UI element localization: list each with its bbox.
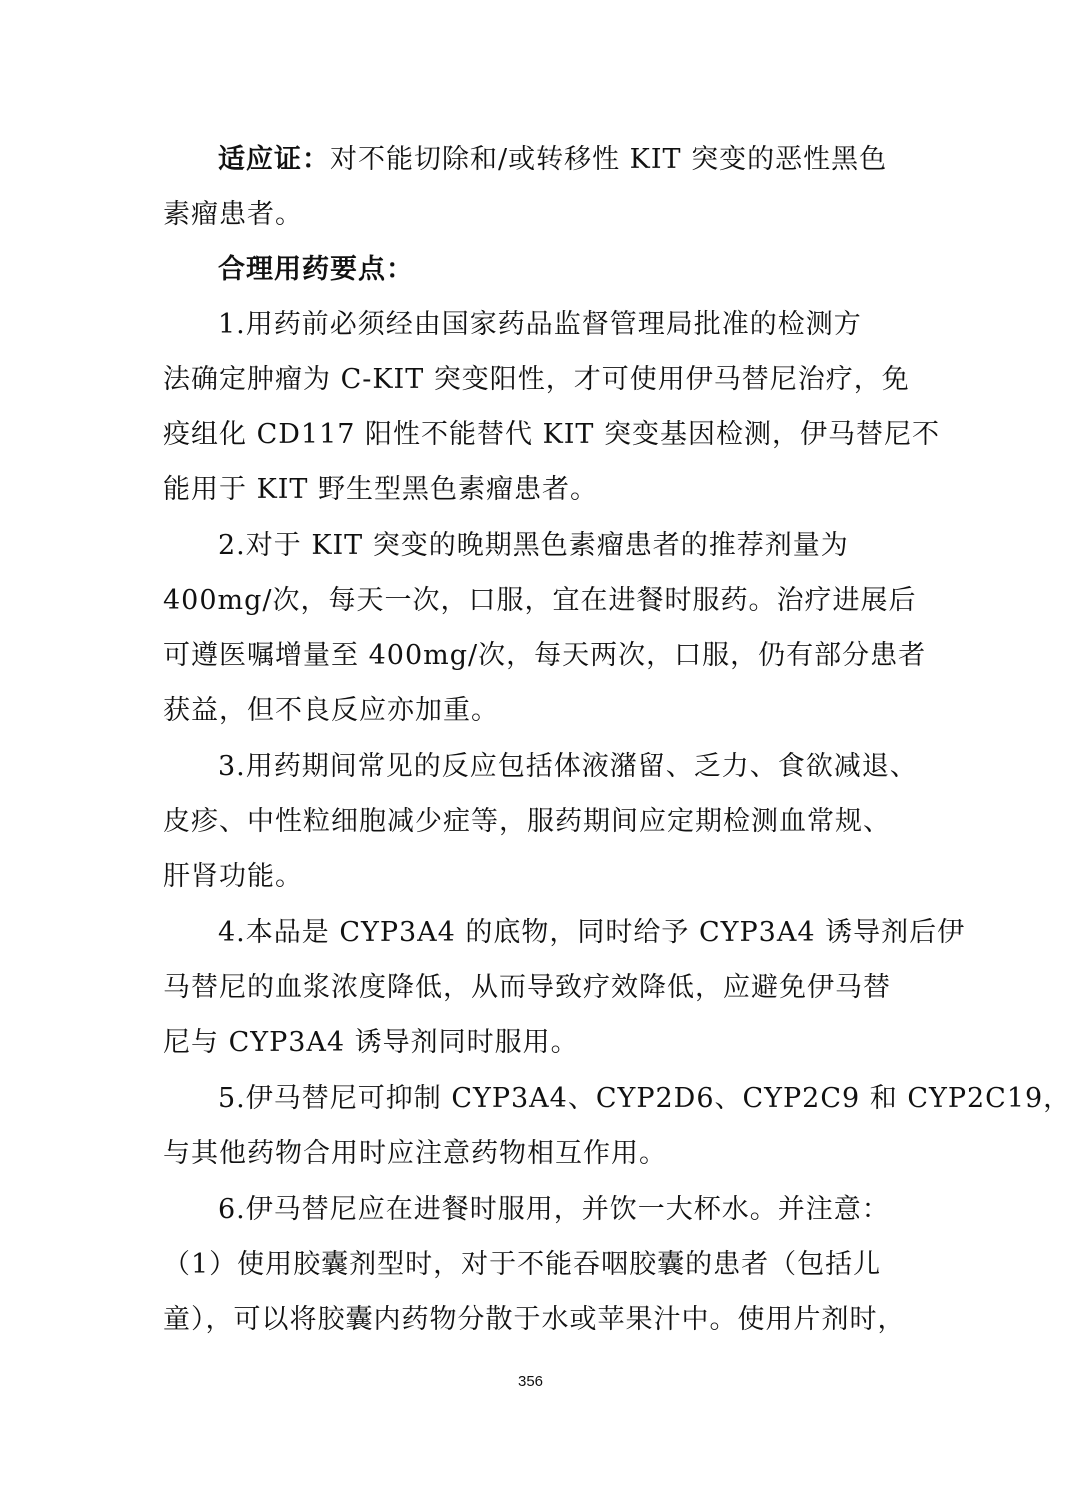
point-4-line-1: 4.本品是 CYP3A4 的底物，同时给予 CYP3A4 诱导剂后伊 [218,917,966,948]
point-1-line-3: 疫组化 CD117 阳性不能替代 KIT 突变基因检测，伊马替尼不 [163,419,941,450]
indication-label: 适应证： [218,144,330,175]
indication-text: 对不能切除和/或转移性 KIT 突变的恶性黑色 [330,144,888,175]
point-2-line-1: 2.对于 KIT 突变的晚期黑色素瘤患者的推荐剂量为 [218,530,849,561]
indication-line-1 [218,142,903,178]
point-1-line-1: 1.用药前必须经由国家药品监督管理局批准的检测方 [218,309,862,340]
point-2-line-2: 400mg/次，每天一次，口服，宜在进餐时服药。治疗进展后 [163,585,917,616]
point-3-line-3: 肝肾功能。 [163,861,303,892]
point-6-line-1: 6.伊马替尼应在进餐时服用，并饮一大杯水。并注意： [218,1194,890,1225]
key-points-heading: 合理用药要点： [218,254,414,285]
point-4-line-2: 马替尼的血浆浓度降低，从而导致疗效降低，应避免伊马替 [163,972,891,1003]
point-5-line-2: 与其他药物合用时应注意药物相互作用。 [163,1138,667,1169]
point-3-line-1: 3.用药期间常见的反应包括体液潴留、乏力、食欲减退、 [218,751,918,782]
point-5-line-1: 5.伊马替尼可抑制 CYP3A4、CYP2D6、CYP2C9 和 CYP2C19， [218,1083,1071,1114]
point-2-line-3: 可遵医嘱增量至 400mg/次，每天两次，口服，仍有部分患者 [163,640,927,671]
point-1-line-2: 法确定肿瘤为 C-KIT 突变阳性，才可使用伊马替尼治疗，免 [163,364,910,395]
point-1-line-4: 能用于 KIT 野生型黑色素瘤患者。 [163,474,599,505]
point-6-line-3: 童），可以将胶囊内药物分散于水或苹果汁中。使用片剂时， [163,1304,906,1335]
point-4-line-3: 尼与 CYP3A4 诱导剂同时服用。 [163,1027,579,1058]
point-3-line-2: 皮疹、中性粒细胞减少症等，服药期间应定期检测血常规、 [163,806,891,837]
point-2-line-4: 获益，但不良反应亦加重。 [163,695,499,726]
point-6-line-2: （1）使用胶囊剂型时，对于不能吞咽胶囊的患者（包括儿 [163,1249,882,1280]
page-number: 356 [517,1373,544,1390]
indication-line-2: 素瘤患者。 [163,199,303,230]
